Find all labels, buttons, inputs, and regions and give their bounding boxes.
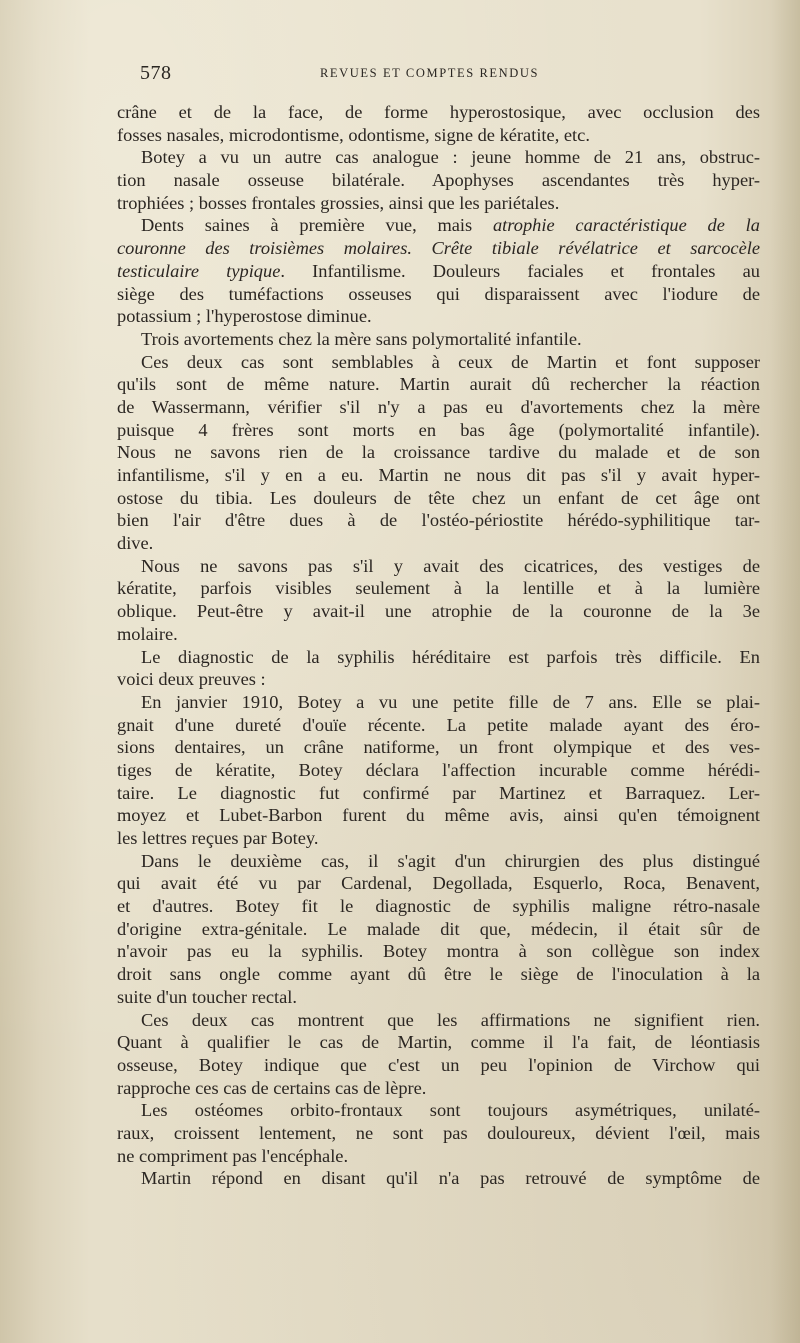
text-line	[117, 1009, 760, 1032]
text-line	[117, 260, 760, 283]
line-text: les lettres reçues par Botey.	[117, 828, 319, 848]
line-text: droit sans ongle comme ayant dû être le siège de l'inoculation à la	[117, 964, 760, 985]
running-head: REVUES ET COMPTES RENDUS	[320, 66, 540, 80]
line-text: oblique. Peut-être y avait-il une atrophie de la couronne de la 3e	[117, 601, 760, 622]
text-line	[117, 963, 760, 986]
line-text: ne compriment pas l'encéphale.	[117, 1145, 349, 1166]
text-line	[117, 986, 760, 1009]
text-line	[117, 487, 760, 510]
text-line	[117, 691, 760, 714]
page-header	[0, 60, 800, 90]
line-text: Dents saines à première vue, mais	[141, 215, 473, 236]
text-line	[117, 328, 760, 351]
text-line	[117, 351, 760, 374]
text-line	[117, 237, 760, 260]
line-text: molaire.	[117, 623, 178, 644]
line-text: tiges de kératite, Botey déclara l'affection incurable comme hérédi-	[117, 759, 760, 780]
line-text: qu'ils sont de même nature. Martin aurait dû rechercher la réaction	[117, 374, 760, 395]
line-text: . Infantilisme. Douleurs faciales et frontales au	[280, 260, 760, 281]
line-text: siège des tuméfactions osseuses qui disparaissent avec l'iodure de	[117, 283, 760, 304]
line-text: puisque 4 frères sont morts en bas âge (polymortalité infantile).	[117, 419, 760, 440]
text-line	[117, 555, 760, 578]
line-text: Dans le deuxième cas, il s'agit d'un chirurgien des plus distingué	[141, 850, 760, 871]
text-line	[117, 895, 760, 918]
line-text: d'origine extra-génitale. Le malade dit que, médecin, il était sûr de	[117, 918, 760, 939]
line-text: Trois avortements chez la mère sans polymortalité infantile.	[141, 328, 582, 349]
line-text: n'avoir pas eu la syphilis. Botey montra à son collègue son index	[117, 941, 760, 962]
text-line	[117, 623, 760, 646]
text-line	[117, 759, 760, 782]
line-text: Ces deux cas sont semblables à ceux de Martin et font supposer	[141, 351, 760, 372]
text-line	[117, 464, 760, 487]
text-line	[117, 101, 760, 124]
text-line	[117, 214, 760, 237]
italic-text: testiculaire typique	[117, 260, 281, 281]
line-text: qui avait été vu par Cardenal, Degollada, Esquerlo, Roca, Benavent,	[117, 873, 760, 894]
text-line	[117, 1077, 760, 1100]
text-line	[117, 1167, 760, 1190]
line-text: moyez et Lubet-Barbon furent du même avis, ainsi qu'en témoignent	[117, 805, 760, 826]
italic-text: atrophie caractéristique de la	[492, 215, 760, 236]
text-line	[117, 509, 760, 532]
line-text: Le diagnostic de la syphilis héréditaire est parfois très difficile. En	[141, 646, 760, 667]
text-line	[117, 714, 760, 737]
line-text: ostose du tibia. Les douleurs de tête chez un enfant de cet âge ont	[117, 487, 760, 508]
line-text: voici deux preuves :	[117, 669, 266, 690]
text-line	[117, 283, 760, 306]
line-text: taire. Le diagnostic fut confirmé par Martinez et Barraquez. Ler-	[117, 782, 760, 803]
text-line	[117, 736, 760, 759]
text-line	[117, 373, 760, 396]
line-text: gnait d'une dureté d'ouïe récente. La petite malade ayant des éro-	[117, 714, 760, 735]
line-text: infantilisme, s'il y en a eu. Martin ne nous dit pas s'il y avait hyper-	[117, 465, 760, 485]
line-text: bien l'air d'être dues à de l'ostéo-périostite hérédo-syphilitique tar-	[117, 510, 760, 531]
line-text: sions dentaires, un crâne natiforme, un front olympique et des ves-	[117, 737, 760, 758]
text-line	[117, 146, 760, 169]
line-text: trophiées ; bosses frontales grossies, ainsi que les pariétales.	[117, 192, 560, 213]
line-text: dive.	[117, 533, 154, 554]
line-text: de Wassermann, vérifier s'il n'y a pas eu d'avortements chez la mère	[117, 396, 760, 417]
line-text: rapproche ces cas de certains cas de lèpre.	[117, 1077, 427, 1098]
text-line	[117, 532, 760, 555]
line-text: Ces deux cas montrent que les affirmations ne signifient rien.	[141, 1009, 760, 1030]
line-text: suite d'un toucher rectal.	[117, 986, 298, 1007]
text-line	[117, 668, 760, 691]
text-line	[117, 441, 760, 464]
line-text: raux, croissent lentement, ne sont pas douloureux, dévient l'œil, mais	[117, 1122, 760, 1143]
body-text	[117, 101, 760, 1190]
text-line	[117, 169, 760, 192]
line-text: Nous ne savons pas s'il y avait des cicatrices, des vestiges de	[141, 555, 760, 576]
text-line	[117, 1054, 760, 1077]
line-text: osseuse, Botey indique que c'est un peu l'opinion de Virchow qui	[117, 1054, 760, 1075]
text-line	[117, 577, 760, 600]
line-text: Nous ne savons rien de la croissance tardive du malade et de son	[117, 442, 760, 463]
text-line	[117, 124, 760, 147]
line-text: potassium ; l'hyperostose diminue.	[117, 306, 372, 327]
text-line	[117, 1145, 760, 1168]
text-line	[117, 600, 760, 623]
text-line	[117, 419, 760, 442]
line-text: Botey a vu un autre cas analogue : jeune homme de 21 ans, obstruc-	[141, 147, 760, 168]
line-text: et d'autres. Botey fit le diagnostic de syphilis maligne rétro-nasale	[117, 896, 760, 917]
text-line	[117, 1031, 760, 1054]
text-line	[117, 782, 760, 805]
text-line	[117, 305, 760, 328]
text-line	[117, 804, 760, 827]
line-text: En janvier 1910, Botey a vu une petite fille de 7 ans. Elle se plai-	[141, 691, 760, 712]
line-text: tion nasale osseuse bilatérale. Apophyses ascendantes très hyper-	[117, 170, 760, 191]
line-text: kératite, parfois visibles seulement à la lentille et à la lumière	[117, 578, 760, 599]
text-line	[117, 396, 760, 419]
text-line	[117, 940, 760, 963]
text-line	[117, 1099, 760, 1122]
line-text: Quant à qualifier le cas de Martin, comme il l'a fait, de léontiasis	[117, 1032, 760, 1053]
text-line	[117, 918, 760, 941]
text-line	[117, 1122, 760, 1145]
text-line	[117, 646, 760, 669]
italic-text: couronne des troisièmes molaires. Crête tibiale révélatrice et sarcocèle	[117, 238, 760, 259]
text-line	[117, 850, 760, 873]
page-number: 578	[140, 62, 172, 84]
text-line	[117, 872, 760, 895]
line-text: fosses nasales, microdontisme, odontisme, signe de kératite, etc.	[117, 124, 590, 145]
text-line	[117, 827, 760, 850]
line-text: Les ostéomes orbito-frontaux sont toujours asymétriques, unilaté-	[141, 1100, 760, 1121]
line-text: crâne et de la face, de forme hyperostosique, avec occlusion des	[117, 102, 760, 122]
text-line	[117, 192, 760, 215]
line-text: Martin répond en disant qu'il n'a pas retrouvé de symptôme de	[141, 1168, 760, 1189]
